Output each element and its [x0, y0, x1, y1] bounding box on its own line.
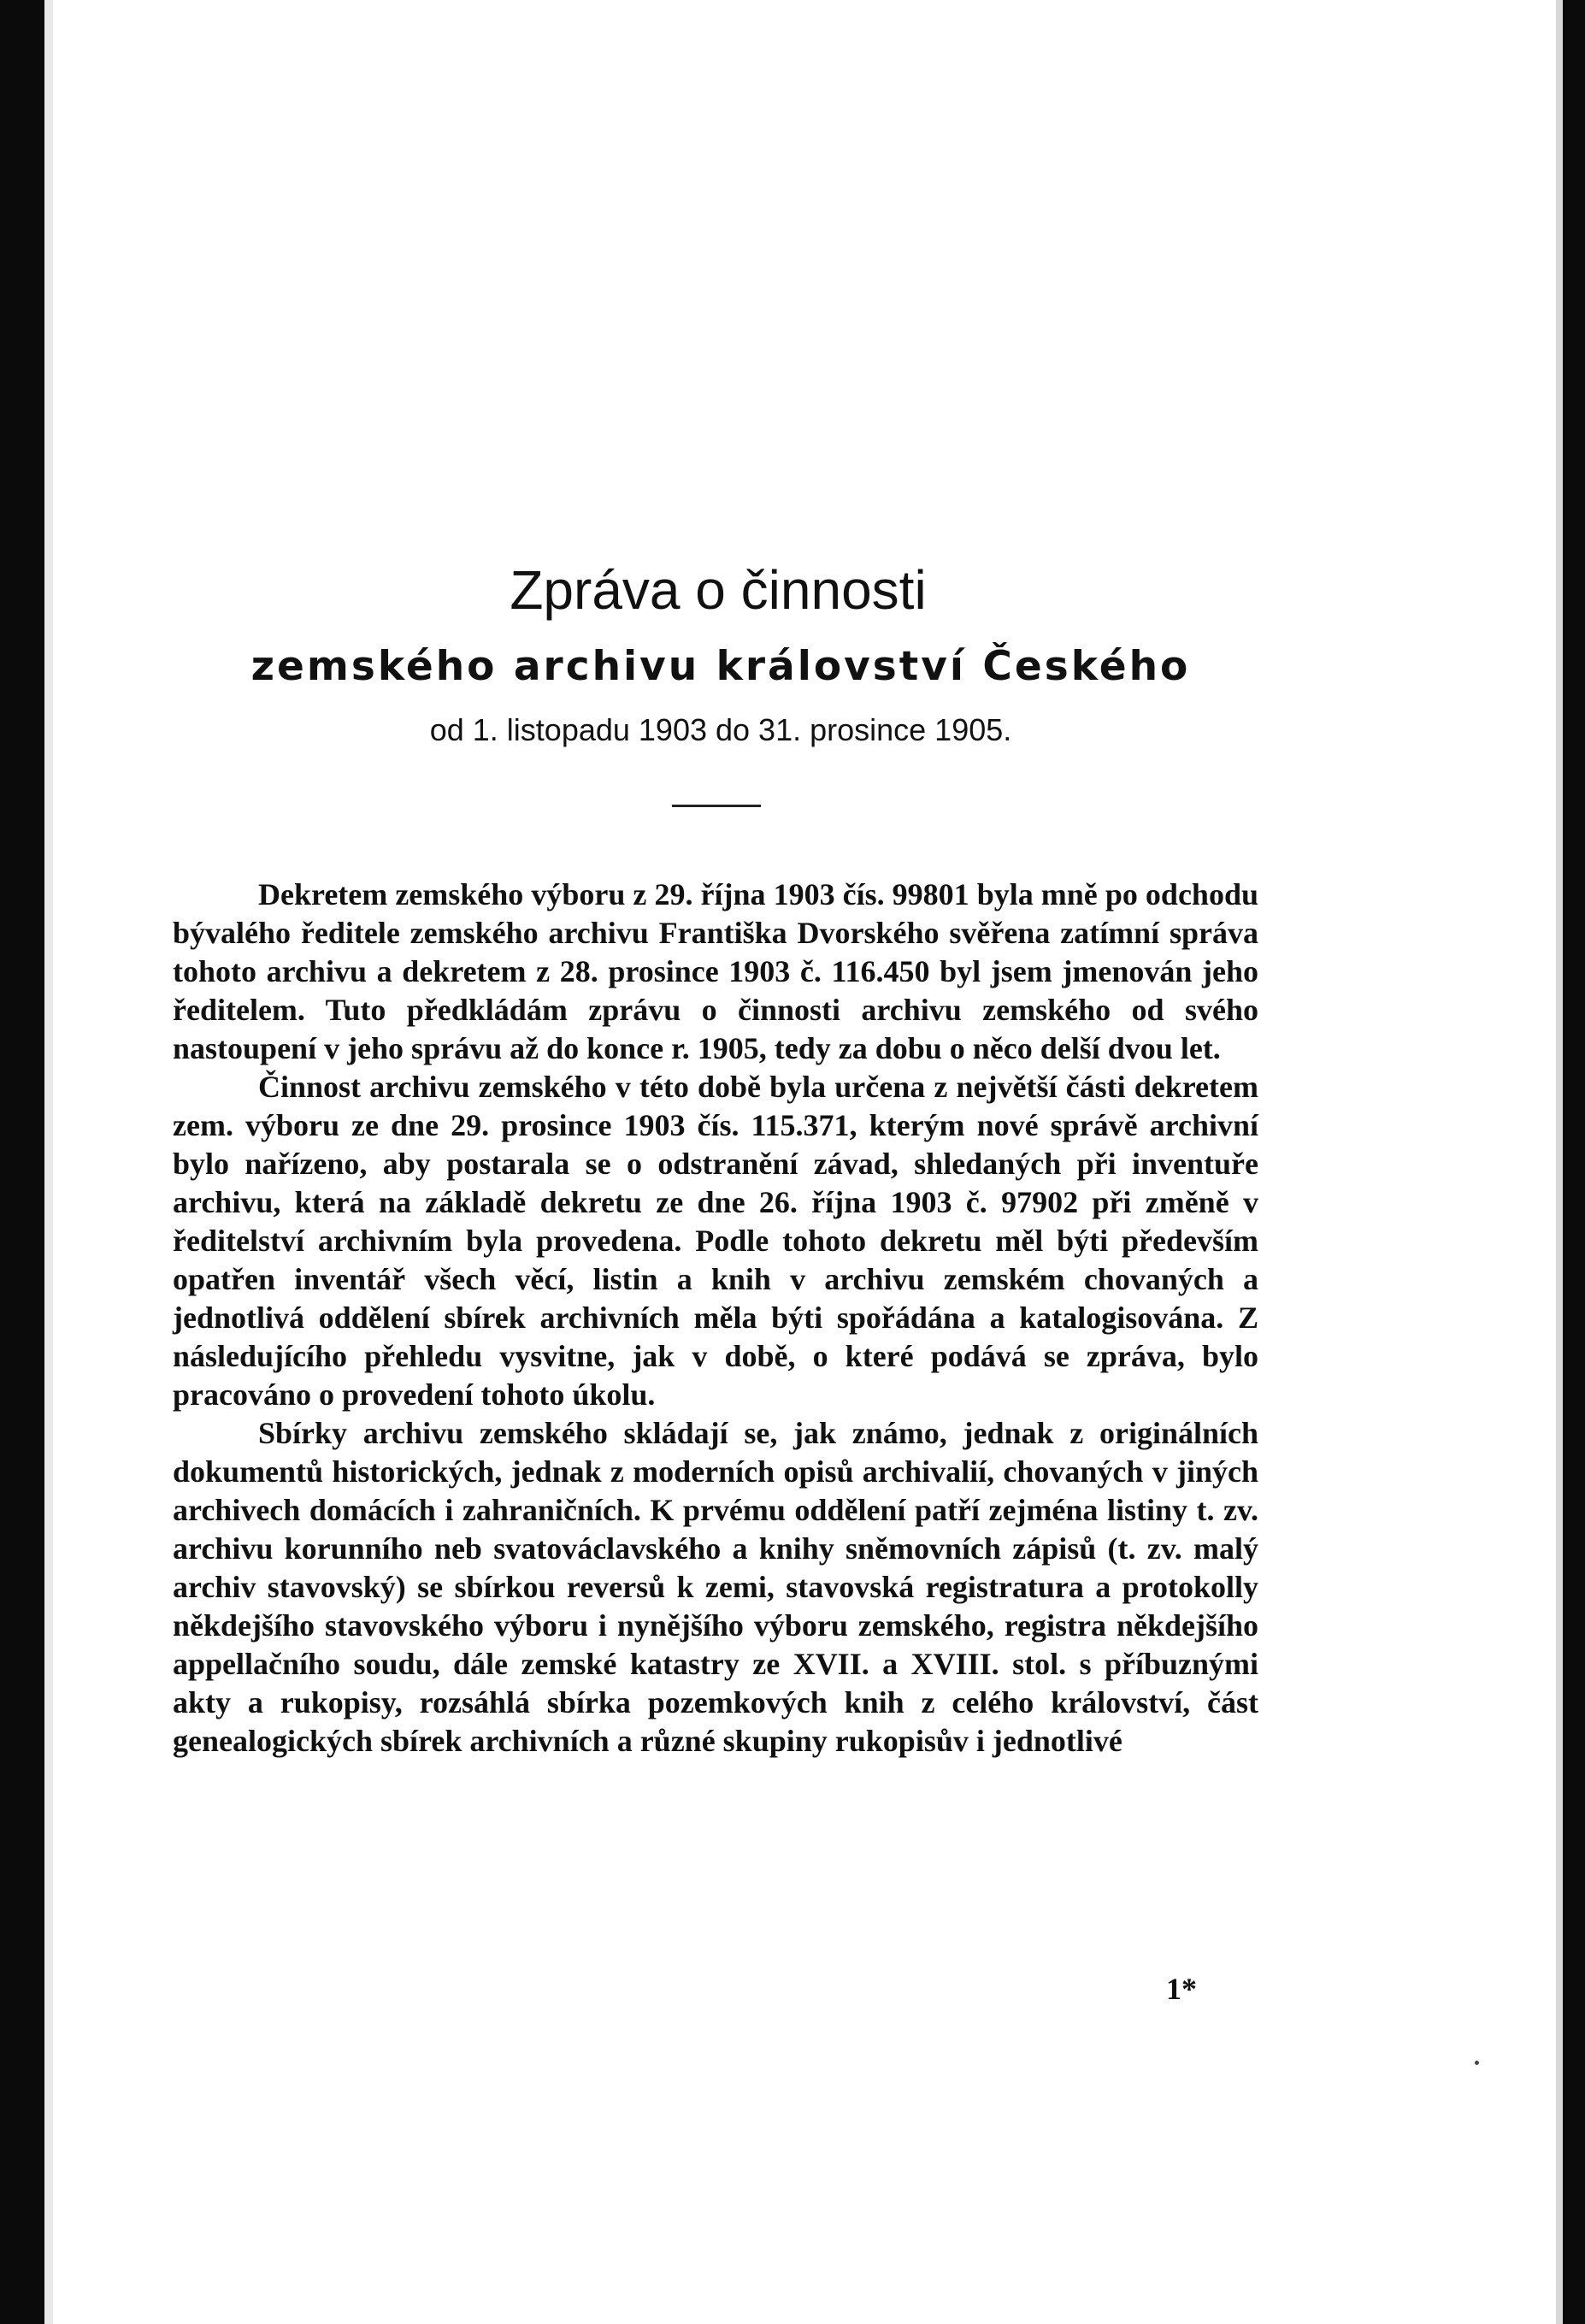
paragraph-3: Sbírky archivu zemského skládají se, jak známo, jednak z originálních dokumentů historických, jednak z moderních opisů archivalií, chovaných v jiných archivech domácích i zahraničních. K prvému oddělení patří zejména listiny t. zv. archivu korunního neb svatováclavského a knihy sněmovních zápisů (t. zv. malý archiv stavovský) se sbírkou reversů k zemi, stavovská registratura a protokolly někdejšího stavovského výboru i nynějšího výboru zemského, registra někdejšího appellačního soudu, dále zemské katastry ze XVII. a XVIII. stol. s příbuznými akty a rukopisy, rozsáhlá sbírka pozemkových knih z celého království, část genealogických sbírek archivních a různé skupiny rukopisův i jednotlivé [173, 1416, 1258, 1758]
scan-speck [1475, 2061, 1479, 2065]
scan-edge-left-inner [44, 0, 53, 2324]
date-range: od 1. listopadu 1903 do 31. prosince 1905. [429, 712, 1012, 747]
page-title: Zpráva o činnosti [510, 559, 927, 621]
page-number: 1* [1166, 1972, 1197, 2006]
scan-edge-right-inner [1556, 0, 1563, 2324]
paragraph-2: Činnost archivu zemského v této době byla určena z největší části dekretem zem. výboru ze dne 29. prosince 1903 čís. 115.371, kterým nové správě archivní bylo nařízeno, aby postarala se o odstranění závad, shledaných při inventuře archivu, která na základě dekretu ze dne 26. října 1903 č. 97902 při změně v ředitelství archivním byla provedena. Podle tohoto dekretu měl býti především opatřen inventář všech věcí, listin a knih v archivu zemském chovaných a jednotlivá oddělení sbírek archivních měla býti spořádána a katalogisována. Z následujícího přehledu vysvitne, jak v době, o které podává se zpráva, bylo pracováno o provedení tohoto úkolu. [173, 1070, 1258, 1412]
page-subtitle: zemského archivu království Českého [250, 643, 1191, 690]
body-text [173, 876, 1258, 1761]
divider-rule [672, 805, 761, 807]
scan-edge-left [0, 0, 44, 2324]
scan-edge-right [1563, 0, 1585, 2324]
paragraph-1: Dekretem zemského výboru z 29. října 1903 čís. 99801 byla mně po odchodu bývalého ředitele zemského archivu Františka Dvorského svěřena zatímní správa tohoto archivu a dekretem z 28. prosince 1903 č. 116.450 byl jsem jmenován jeho ředitelem. Tuto předkládám zprávu o činnosti archivu zemského od svého nastoupení v jeho správu až do konce r. 1905, tedy za dobu o něco delší dvou let. [173, 877, 1258, 1065]
